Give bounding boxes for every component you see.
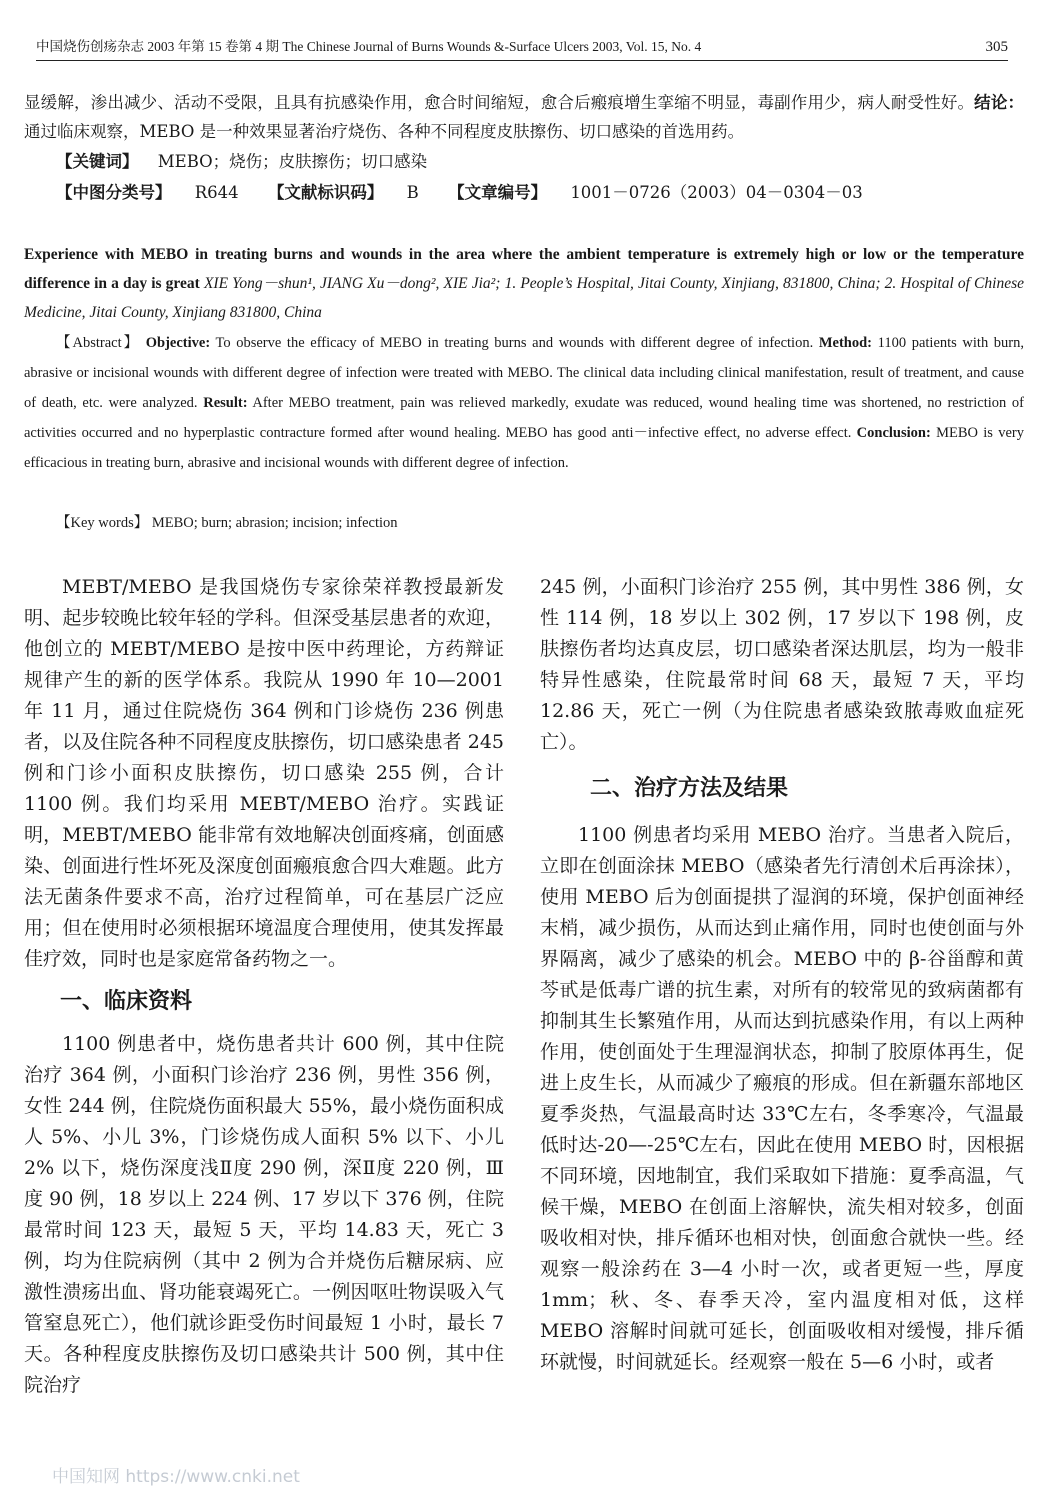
doc-code-value: B bbox=[406, 183, 419, 202]
english-title: Experience with MEBO in treating burns and wounds in the area where the ambient temperature is extremely high or low or the temperature difference in a day is great bbox=[24, 246, 1024, 292]
journal-citation-line: 中国烧伤创疡杂志 2003 年第 15 卷第 4 期 The Chinese Journal of Burns Wounds &-Surface Ulcers 2003, Vol. 15, No. 4 bbox=[36, 39, 702, 54]
clc-value: R644 bbox=[194, 183, 239, 202]
result-text: After MEBO treatment, pain was relieved markedly, exudate was reduced, wound healing time was shortened, no restriction of activities occurred and no hyperplastic contracture formed after wound healing. MEBO has good anti－infective effect, no adverse effect. bbox=[24, 395, 1024, 441]
section-1-continued: 245 例，小面积门诊治疗 255 例，其中男性 386 例，女性 114 例，18 岁以上 302 例，17 岁以下 198 例，皮肤擦伤者均达真皮层，切口感染者深达肌层，均为一般非特异性感染，住院最常时间 68 天，最短 7 天，平均 12.86 天，死亡一例（为住院患者感染致脓毒败血症死亡）。 bbox=[540, 576, 1024, 753]
section-2-paragraph: 1100 例患者均采用 MEBO 治疗。当患者入院后，立即在创面涂抹 MEBO（感染者先行清创术后再涂抹），使用 MEBO 后为创面提拱了湿润的环境，保护创面神经末梢，减少损伤，从而达到止痛作用，同时也使创面与外界隔离，减少了感染的机会。MEBO 中的 β-谷甾醇和黄芩甙是低毒广谱的抗生素，对所有的较常见的致病菌都有抑制其生长繁殖作用，从而达到抗感染作用，有以上两种作用，使创面处于生理湿润状态，抑制了胶原体再生，促进上皮生长，从而减少了瘢痕的形成。但在新疆东部地区夏季炎热，气温最高时达 33℃左右，冬季寒冷，气温最低时达-20—-25℃左右，因此在使用 MEBO 时，因根据不同环境，因地制宜，我们采取如下措施：夏季高温，气候干燥，MEBO 在创面上溶解快，流失相对较多，创面吸收相对快，排斥循环也相对快，创面愈合就快一些。经观察一般涂药在 3—4 小时一次，或者更短一些，厚度 1mm；秋、冬、春季天冷，室内温度相对低，这样 MEBO 溶解时间就可延长，创面吸收相对缓慢，排斥循环就慢，时间就延长。经观察一般在 5—6 小时，或者 bbox=[540, 824, 1024, 1373]
left-column bbox=[24, 572, 504, 1401]
cnki-watermark: 中国知网 https://www.cnki.net bbox=[52, 1467, 300, 1487]
abstract-line-2-pre: 受性好。 bbox=[907, 93, 975, 112]
abstract-label: 【Abstract】 bbox=[56, 335, 141, 351]
intro-paragraph: MEBT/MEBO 是我国烧伤专家徐荣祥教授最新发明、起步较晚比较年轻的学科。但深受基层患者的欢迎，他创立的 MEBT/MEBO 是按中医中药理论，方药辩证规律产生的新的医学体系。我院从 1990 年 10—2001 年 11 月，通过住院烧伤 364 例和门诊烧伤 236 例患者，以及住院各种不同程度皮肤擦伤，切口感染患者 245 例和门诊小面积皮肤擦伤，切口感染 255 例，合计 1100 例。我们均采用 MEBT/MEBO 治疗。实践证明，MEBT/MEBO 能非常有效地解决创面疼痛，创面感染、创面进行性坏死及深度创面瘢痕愈合四大难题。此方法无菌条件要求不高，治疗过程简单，可在基层广泛应用；但在使用时必须根据环境温度合理使用，使其发挥最佳疗效，同时也是家庭常备药物之一。 bbox=[24, 576, 504, 970]
objective-label: Objective: bbox=[145, 335, 211, 351]
english-title-block bbox=[24, 240, 1024, 327]
chinese-abstract-end bbox=[24, 88, 1024, 146]
english-conclusion-text: MEBO is very efficacious in treating burn, abrasive and incisional wounds with different degree of infection. bbox=[24, 425, 1024, 471]
abstract-conclusion-text: 通过临床观察，MEBO 是一种效果显著治疗烧伤、各种不同程度皮肤擦伤、切口感染的首选用药。 bbox=[24, 122, 745, 141]
section-1-heading: 一、临床资料 bbox=[60, 989, 193, 1014]
right-column bbox=[540, 572, 1024, 1378]
english-keywords-value: MEBO; burn; abrasion; incision; infection bbox=[148, 515, 398, 531]
section-2-heading: 二、治疗方法及结果 bbox=[590, 776, 789, 801]
english-authors: XIE Yong－shun¹, JIANG Xu－dong², XIE Jia²; 1. People’s Hospital, Jitai County, Xinjiang, 831800, China; 2. Hospital of Chinese Medicine, Jitai County, Xinjiang 831800, China bbox=[24, 275, 1024, 321]
method-label: Method: bbox=[818, 335, 872, 351]
result-label: Result: bbox=[203, 395, 248, 411]
objective-text: To observe the efficacy of MEBO in treating burns and wounds with different degree of infection. bbox=[210, 335, 819, 351]
keywords-label: 【关键词】 bbox=[56, 152, 139, 171]
english-conclusion-label: Conclusion: bbox=[856, 425, 931, 441]
article-number-label: 【文章编号】 bbox=[448, 183, 548, 202]
running-header bbox=[36, 36, 1008, 61]
method-text: 1100 patients with burn, abrasive or incisional wounds with different degree of infection were treated with MEBO. The clinical data including clinical manifestation, result of treatment, and cause of death, etc. were analyzed. bbox=[24, 335, 1025, 411]
clc-label: 【中图分类号】 bbox=[56, 183, 172, 202]
conclusion-label: 结论： bbox=[974, 93, 1025, 112]
doc-code-label: 【文献标识码】 bbox=[267, 183, 384, 202]
english-abstract bbox=[24, 328, 1024, 478]
article-number-value: 1001－0726（2003）04－0304－03 bbox=[570, 183, 863, 202]
section-1-paragraph: 1100 例患者中，烧伤患者共计 600 例，其中住院治疗 364 例，小面积门诊治疗 236 例，男性 356 例，女性 244 例，住院烧伤面积最大 55%，最小烧伤面积成人 5%、小儿 3%，门诊烧伤成人面积 5% 以下、小儿 2% 以下，烧伤深度浅Ⅱ度 290 例，深Ⅱ度 220 例，Ⅲ度 90 例，18 岁以上 224 例、17 岁以下 376 例，住院最常时间 123 天，最短 5 天，平均 14.83 天，死亡 3 例，均为住院病例（其中 2 例为合并烧伤后糖尿病、应激性溃疡出血、肾功能衰竭死亡。一例因呕吐物误吸入气管窒息死亡），他们就诊距受伤时间最短 1 小时，最长 7 天。各种程度皮肤擦伤及切口感染共计 500 例，其中住院治疗 bbox=[24, 1033, 504, 1396]
english-keywords-label: 【Key words】 bbox=[56, 515, 149, 531]
classification-row bbox=[56, 180, 863, 206]
keywords-row bbox=[56, 149, 427, 175]
english-keywords bbox=[24, 508, 1024, 538]
page-number: 305 bbox=[985, 39, 1008, 55]
abstract-line-1: 显缓解，渗出减少、活动不受限，且具有抗感染作用，愈合时间缩短，愈合后瘢痕增生挛缩不明显，毒副作用少，病人耐 bbox=[24, 93, 908, 112]
keywords-value: MEBO；烧伤；皮肤擦伤；切口感染 bbox=[157, 152, 428, 171]
